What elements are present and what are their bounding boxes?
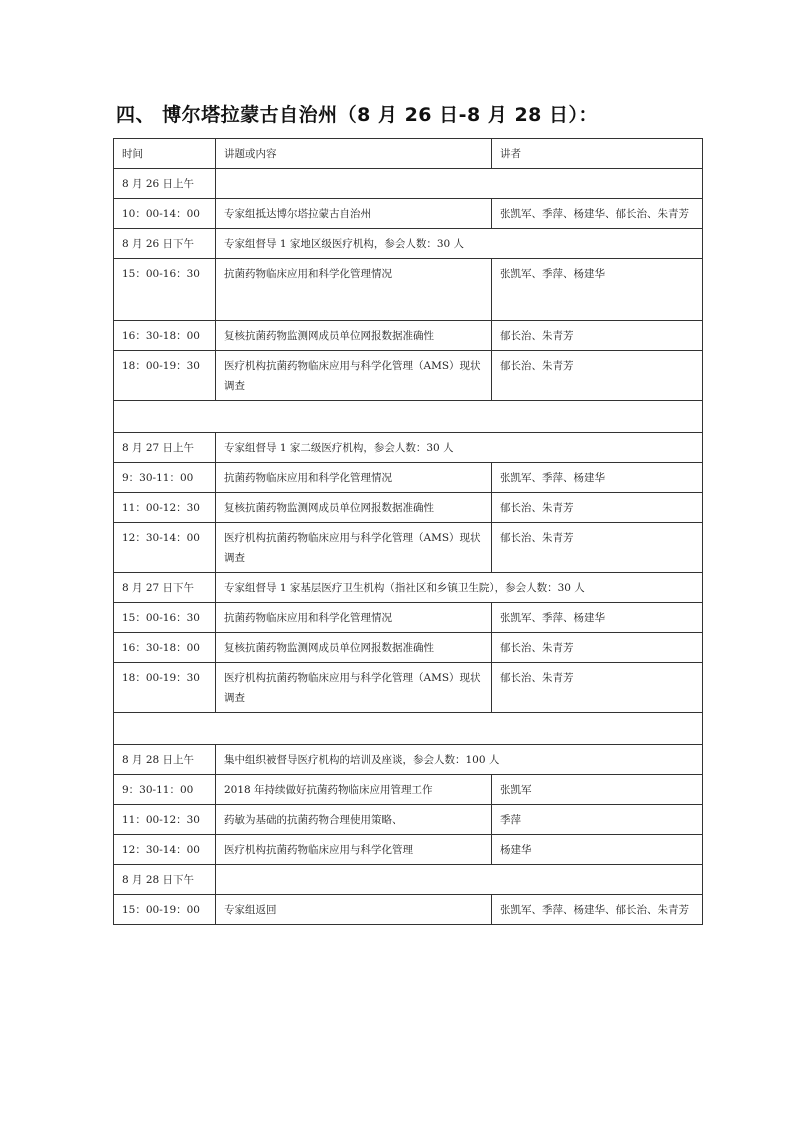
time-cell: 12：30-14：00 [114, 835, 216, 865]
section-row [114, 745, 703, 775]
table-header-row [114, 139, 703, 169]
section-date: 8 月 26 日上午 [114, 169, 216, 199]
section-row [114, 433, 703, 463]
table-row [114, 523, 703, 573]
section-description: 专家组督导 1 家二级医疗机构，参会人数：30 人 [216, 433, 703, 463]
speaker-cell: 郁长治、朱青芳 [492, 663, 703, 713]
schedule-body [114, 169, 703, 925]
time-cell: 9：30-11：00 [114, 463, 216, 493]
section-date: 8 月 27 日上午 [114, 433, 216, 463]
table-row [114, 663, 703, 713]
section-description [216, 865, 703, 895]
table-row [114, 259, 703, 321]
speaker-cell: 张凯军 [492, 775, 703, 805]
section-row [114, 229, 703, 259]
blank-cell [114, 713, 703, 745]
speaker-cell: 张凯军、季萍、杨建华 [492, 463, 703, 493]
header-time: 时间 [114, 139, 216, 169]
time-cell: 16：30-18：00 [114, 633, 216, 663]
time-cell: 9：30-11：00 [114, 775, 216, 805]
table-row [114, 805, 703, 835]
content-cell: 医疗机构抗菌药物临床应用与科学化管理（AMS）现状调查 [216, 523, 492, 573]
section-heading: 四、 博尔塔拉蒙古自治州（8 月 26 日-8 月 28 日）： [116, 104, 599, 126]
content-cell: 复核抗菌药物监测网成员单位网报数据准确性 [216, 493, 492, 523]
header-content: 讲题或内容 [216, 139, 492, 169]
speaker-cell: 张凯军、季萍、杨建华 [492, 603, 703, 633]
section-row [114, 573, 703, 603]
speaker-cell: 郁长治、朱青芳 [492, 351, 703, 401]
header-speaker: 讲者 [492, 139, 703, 169]
speaker-cell: 郁长治、朱青芳 [492, 493, 703, 523]
time-cell: 18：00-19：30 [114, 351, 216, 401]
time-cell: 11：00-12：30 [114, 493, 216, 523]
section-row [114, 865, 703, 895]
content-cell: 抗菌药物临床应用和科学化管理情况 [216, 259, 492, 321]
time-cell: 15：00-19：00 [114, 895, 216, 925]
content-cell: 专家组返回 [216, 895, 492, 925]
section-date: 8 月 26 日下午 [114, 229, 216, 259]
content-cell: 2018 年持续做好抗菌药物临床应用管理工作 [216, 775, 492, 805]
speaker-cell: 张凯军、季萍、杨建华、郁长治、朱青芳 [492, 895, 703, 925]
section-description: 专家组督导 1 家基层医疗卫生机构（指社区和乡镇卫生院），参会人数：30 人 [216, 573, 703, 603]
blank-cell [114, 401, 703, 433]
content-cell: 复核抗菌药物监测网成员单位网报数据准确性 [216, 321, 492, 351]
section-row [114, 169, 703, 199]
blank-row [114, 401, 703, 433]
content-cell: 药敏为基础的抗菌药物合理使用策略、 [216, 805, 492, 835]
time-cell: 18：00-19：30 [114, 663, 216, 713]
section-description [216, 169, 703, 199]
table-row [114, 633, 703, 663]
content-cell: 复核抗菌药物监测网成员单位网报数据准确性 [216, 633, 492, 663]
speaker-cell: 郁长治、朱青芳 [492, 633, 703, 663]
speaker-cell: 郁长治、朱青芳 [492, 523, 703, 573]
content-cell: 抗菌药物临床应用和科学化管理情况 [216, 603, 492, 633]
table-row [114, 835, 703, 865]
table-row [114, 199, 703, 229]
content-cell: 医疗机构抗菌药物临床应用与科学化管理（AMS）现状调查 [216, 351, 492, 401]
table-row [114, 895, 703, 925]
speaker-cell: 张凯军、季萍、杨建华 [492, 259, 703, 321]
table-row [114, 775, 703, 805]
blank-row [114, 713, 703, 745]
table-row [114, 351, 703, 401]
section-date: 8 月 28 日下午 [114, 865, 216, 895]
speaker-cell: 张凯军、季萍、杨建华、郁长治、朱青芳 [492, 199, 703, 229]
speaker-cell: 郁长治、朱青芳 [492, 321, 703, 351]
section-description: 集中组织被督导医疗机构的培训及座谈，参会人数：100 人 [216, 745, 703, 775]
content-cell: 医疗机构抗菌药物临床应用与科学化管理（AMS）现状调查 [216, 663, 492, 713]
time-cell: 16：30-18：00 [114, 321, 216, 351]
table-row [114, 463, 703, 493]
content-cell: 医疗机构抗菌药物临床应用与科学化管理 [216, 835, 492, 865]
time-cell: 15：00-16：30 [114, 259, 216, 321]
speaker-cell: 季萍 [492, 805, 703, 835]
schedule-table [113, 138, 703, 925]
content-cell: 专家组抵达博尔塔拉蒙古自治州 [216, 199, 492, 229]
section-description: 专家组督导 1 家地区级医疗机构，参会人数：30 人 [216, 229, 703, 259]
section-date: 8 月 28 日上午 [114, 745, 216, 775]
content-cell: 抗菌药物临床应用和科学化管理情况 [216, 463, 492, 493]
time-cell: 11：00-12：30 [114, 805, 216, 835]
time-cell: 12：30-14：00 [114, 523, 216, 573]
time-cell: 10：00-14：00 [114, 199, 216, 229]
table-row [114, 493, 703, 523]
time-cell: 15：00-16：30 [114, 603, 216, 633]
speaker-cell: 杨建华 [492, 835, 703, 865]
table-row [114, 321, 703, 351]
table-row [114, 603, 703, 633]
section-date: 8 月 27 日下午 [114, 573, 216, 603]
